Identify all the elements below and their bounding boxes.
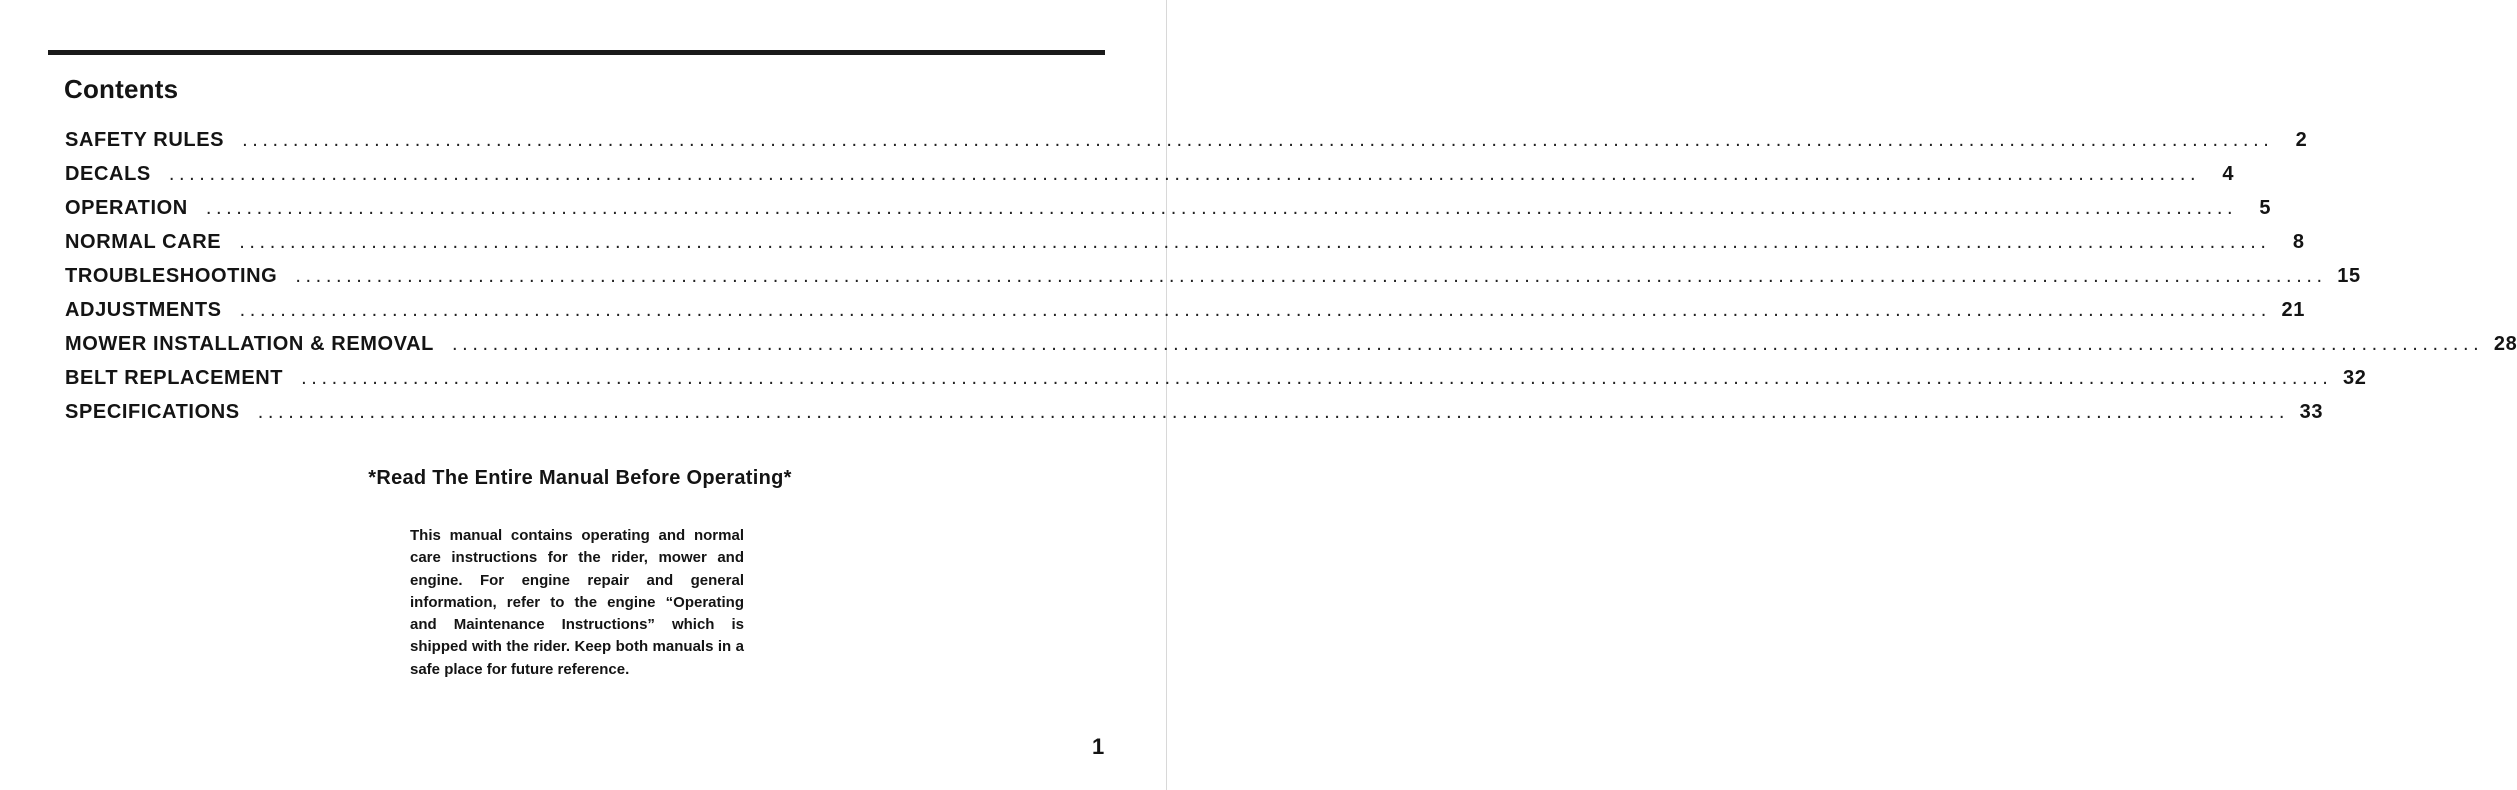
dot-leader: ........................................................................................................................................................................................................ <box>257 401 2290 423</box>
toc-entry-operation[interactable] <box>65 197 2272 231</box>
dot-leader: ........................................................................................................................................................................................................ <box>239 299 2271 321</box>
dot-leader: ........................................................................................................................................................................................................ <box>168 163 2201 185</box>
toc-entry-label: SPECIFICATIONS <box>65 401 240 423</box>
dot-leader: ........................................................................................................................................................................................................ <box>242 129 2274 151</box>
toc-entry-normal-care[interactable] <box>65 231 2305 265</box>
toc-entry-specifications[interactable] <box>65 401 2324 435</box>
toc-entry-label: TROUBLESHOOTING <box>65 265 278 287</box>
dot-leader: ........................................................................................................................................................................................................ <box>239 231 2271 253</box>
intro-paragraph: This manual contains operating and normal care instructions for the rider, mower and engine. For engine repair and general information, refer to the engine “Operating and Maintenance Instructions” which is shipped with the rider. Keep both manuals in a safe place for future reference. <box>410 527 744 678</box>
dot-leader: ........................................................................................................................................................................................................ <box>295 265 2327 287</box>
top-rule <box>48 50 1105 55</box>
toc-entry-label: MOWER INSTALLATION & REMOVAL <box>65 333 434 355</box>
toc-entry-page: 33 <box>2299 401 2324 423</box>
toc-entry-page: 28 <box>2493 333 2517 355</box>
toc-entry-page: 15 <box>2337 265 2361 287</box>
toc-entry-troubleshooting[interactable] <box>65 265 2361 299</box>
read-manual-notice: *Read The Entire Manual Before Operating* <box>368 467 792 489</box>
toc-entry-safety-rules[interactable] <box>65 129 2308 163</box>
toc-entry-page: 5 <box>2259 197 2272 219</box>
toc-entry-belt-replacement[interactable] <box>65 367 2367 401</box>
page-title: Contents <box>64 74 179 104</box>
toc-entry-label: OPERATION <box>65 197 188 219</box>
toc-entry-page: 2 <box>2295 129 2308 151</box>
table-of-contents <box>65 129 2517 435</box>
toc-entry-adjustments[interactable] <box>65 299 2305 333</box>
page-number: 1 <box>1092 734 1105 759</box>
dot-leader: ........................................................................................................................................................................................................ <box>301 367 2333 389</box>
toc-entry-page: 21 <box>2281 299 2305 321</box>
page-edge <box>1166 0 1167 790</box>
toc-entry-page: 4 <box>2222 163 2235 185</box>
toc-entry-label: SAFETY RULES <box>65 129 225 151</box>
toc-entry-label: NORMAL CARE <box>65 231 222 253</box>
dot-leader: ........................................................................................................................................................................................................ <box>205 197 2238 219</box>
dot-leader: ........................................................................................................................................................................................................ <box>452 333 2484 355</box>
toc-entry-decals[interactable] <box>65 163 2235 197</box>
toc-entry-page: 32 <box>2343 367 2367 389</box>
toc-entry-label: ADJUSTMENTS <box>65 299 222 321</box>
toc-entry-mower-installation-removal[interactable] <box>65 333 2517 367</box>
toc-entry-page: 8 <box>2292 231 2305 253</box>
toc-entry-label: BELT REPLACEMENT <box>65 367 284 389</box>
toc-entry-label: DECALS <box>65 163 151 185</box>
